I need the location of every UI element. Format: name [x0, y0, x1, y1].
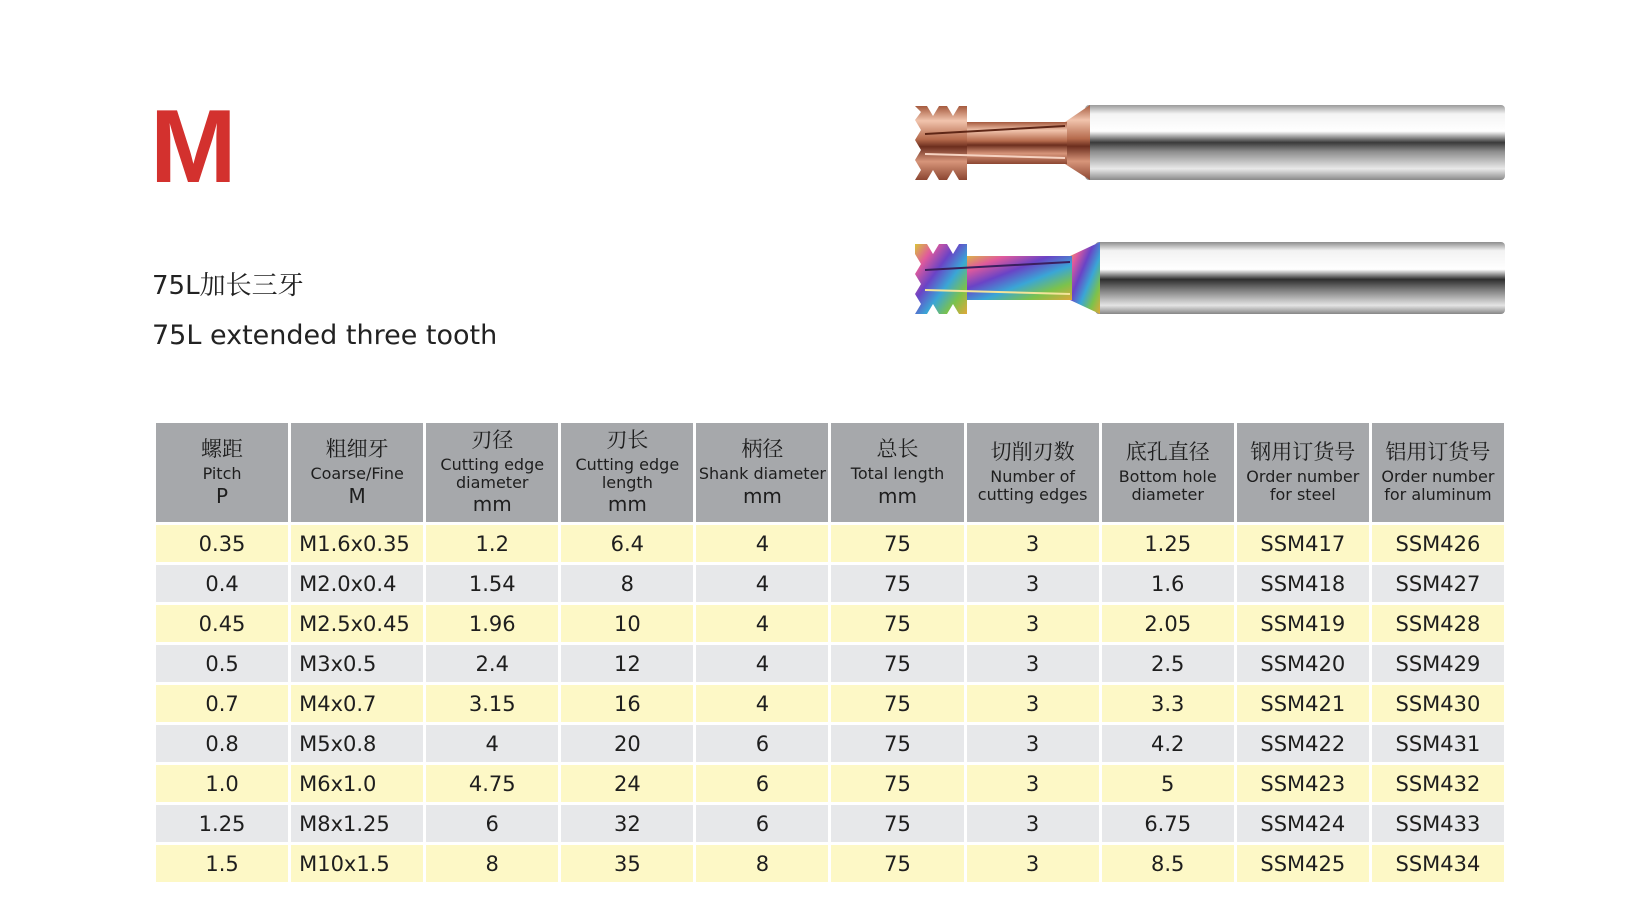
header-cutting-edges: 切削刃数 Number of cutting edges [967, 423, 1099, 522]
cell-order-steel: SSM424 [1237, 805, 1369, 842]
cell-edges: 3 [967, 765, 1099, 802]
header-pitch: 螺距 Pitch P [156, 423, 288, 522]
table-row [156, 645, 1504, 682]
cell-edge-diameter: 1.96 [426, 605, 558, 642]
cell-edges: 3 [967, 845, 1099, 882]
cell-edge-length: 8 [561, 565, 693, 602]
cell-thread: M3x0.5 [291, 645, 423, 682]
header-order-steel: 钢用订货号 Order number for steel [1237, 423, 1369, 522]
cell-total-length: 75 [831, 765, 963, 802]
header-total-length: 总长 Total length mm [831, 423, 963, 522]
cell-pitch: 0.8 [156, 725, 288, 762]
rose-gold-thread-mill-image [915, 100, 1515, 200]
cell-order-aluminum: SSM430 [1372, 685, 1504, 722]
cell-pitch: 1.25 [156, 805, 288, 842]
cell-bottom-hole: 4.2 [1102, 725, 1234, 762]
cell-pitch: 0.35 [156, 525, 288, 562]
cell-edge-diameter: 6 [426, 805, 558, 842]
cell-order-steel: SSM421 [1237, 685, 1369, 722]
cell-shank: 4 [696, 525, 828, 562]
header-row [156, 423, 1504, 522]
cell-edge-length: 12 [561, 645, 693, 682]
cell-bottom-hole: 3.3 [1102, 685, 1234, 722]
table-row [156, 685, 1504, 722]
cell-edge-diameter: 8 [426, 845, 558, 882]
cell-edge-diameter: 2.4 [426, 645, 558, 682]
cell-thread: M2.5x0.45 [291, 605, 423, 642]
cell-pitch: 1.0 [156, 765, 288, 802]
header-order-aluminum: 铝用订货号 Order number for aluminum [1372, 423, 1504, 522]
cell-order-aluminum: SSM431 [1372, 725, 1504, 762]
cell-shank: 6 [696, 725, 828, 762]
cell-thread: M6x1.0 [291, 765, 423, 802]
cell-order-steel: SSM425 [1237, 845, 1369, 882]
series-letter: M [150, 89, 235, 205]
cell-edge-length: 20 [561, 725, 693, 762]
cell-shank: 4 [696, 565, 828, 602]
cell-edge-length: 16 [561, 685, 693, 722]
cell-thread: M10x1.5 [291, 845, 423, 882]
cell-shank: 4 [696, 605, 828, 642]
cell-thread: M5x0.8 [291, 725, 423, 762]
table-row [156, 845, 1504, 882]
cell-bottom-hole: 2.5 [1102, 645, 1234, 682]
cell-edge-diameter: 1.2 [426, 525, 558, 562]
cell-shank: 4 [696, 685, 828, 722]
cell-total-length: 75 [831, 525, 963, 562]
cell-total-length: 75 [831, 845, 963, 882]
cell-edge-diameter: 4 [426, 725, 558, 762]
cell-shank: 6 [696, 765, 828, 802]
cell-edge-length: 10 [561, 605, 693, 642]
subtitle-english: 75L extended three tooth [152, 320, 498, 351]
header-cutting-edge-diameter: 刃径 Cutting edge diameter mm [426, 423, 558, 522]
cell-bottom-hole: 6.75 [1102, 805, 1234, 842]
cell-total-length: 75 [831, 605, 963, 642]
cell-pitch: 0.5 [156, 645, 288, 682]
cell-bottom-hole: 8.5 [1102, 845, 1234, 882]
cell-order-aluminum: SSM429 [1372, 645, 1504, 682]
cell-order-steel: SSM419 [1237, 605, 1369, 642]
cell-order-steel: SSM420 [1237, 645, 1369, 682]
header-coarse-fine: 粗细牙 Coarse/Fine M [291, 423, 423, 522]
cell-pitch: 1.5 [156, 845, 288, 882]
cell-bottom-hole: 1.6 [1102, 565, 1234, 602]
table-row [156, 725, 1504, 762]
cell-edges: 3 [967, 805, 1099, 842]
cell-pitch: 0.4 [156, 565, 288, 602]
cell-thread: M4x0.7 [291, 685, 423, 722]
cell-edge-diameter: 1.54 [426, 565, 558, 602]
cell-edge-diameter: 4.75 [426, 765, 558, 802]
cell-pitch: 0.7 [156, 685, 288, 722]
table-row [156, 605, 1504, 642]
cell-order-aluminum: SSM432 [1372, 765, 1504, 802]
cell-total-length: 75 [831, 645, 963, 682]
cell-order-steel: SSM423 [1237, 765, 1369, 802]
cell-order-steel: SSM418 [1237, 565, 1369, 602]
cell-edge-length: 6.4 [561, 525, 693, 562]
cell-order-aluminum: SSM434 [1372, 845, 1504, 882]
header-shank-diameter: 柄径 Shank diameter mm [696, 423, 828, 522]
cell-total-length: 75 [831, 565, 963, 602]
cell-bottom-hole: 1.25 [1102, 525, 1234, 562]
table-row [156, 805, 1504, 842]
cell-edges: 3 [967, 525, 1099, 562]
cell-edge-length: 24 [561, 765, 693, 802]
header-cutting-edge-length: 刃长 Cutting edge length mm [561, 423, 693, 522]
cell-order-aluminum: SSM433 [1372, 805, 1504, 842]
cell-thread: M2.0x0.4 [291, 565, 423, 602]
cell-edge-length: 35 [561, 845, 693, 882]
cell-thread: M8x1.25 [291, 805, 423, 842]
cell-edges: 3 [967, 565, 1099, 602]
cell-bottom-hole: 5 [1102, 765, 1234, 802]
header-bottom-hole-diameter: 底孔直径 Bottom hole diameter [1102, 423, 1234, 522]
cell-order-steel: SSM417 [1237, 525, 1369, 562]
table-row [156, 765, 1504, 802]
rainbow-thread-mill-image [915, 240, 1515, 335]
table-row [156, 525, 1504, 562]
cell-shank: 4 [696, 645, 828, 682]
cell-edge-diameter: 3.15 [426, 685, 558, 722]
cell-edges: 3 [967, 725, 1099, 762]
cell-order-steel: SSM422 [1237, 725, 1369, 762]
cell-pitch: 0.45 [156, 605, 288, 642]
cell-order-aluminum: SSM428 [1372, 605, 1504, 642]
subtitle-chinese: 75L加长三牙 [152, 271, 304, 301]
spec-table [153, 420, 1507, 885]
cell-total-length: 75 [831, 725, 963, 762]
cell-shank: 8 [696, 845, 828, 882]
cell-total-length: 75 [831, 805, 963, 842]
cell-order-aluminum: SSM427 [1372, 565, 1504, 602]
cell-order-aluminum: SSM426 [1372, 525, 1504, 562]
cell-edges: 3 [967, 685, 1099, 722]
table-row [156, 565, 1504, 602]
cell-total-length: 75 [831, 685, 963, 722]
cell-shank: 6 [696, 805, 828, 842]
cell-bottom-hole: 2.05 [1102, 605, 1234, 642]
cell-edges: 3 [967, 645, 1099, 682]
cell-edge-length: 32 [561, 805, 693, 842]
cell-edges: 3 [967, 605, 1099, 642]
cell-thread: M1.6x0.35 [291, 525, 423, 562]
